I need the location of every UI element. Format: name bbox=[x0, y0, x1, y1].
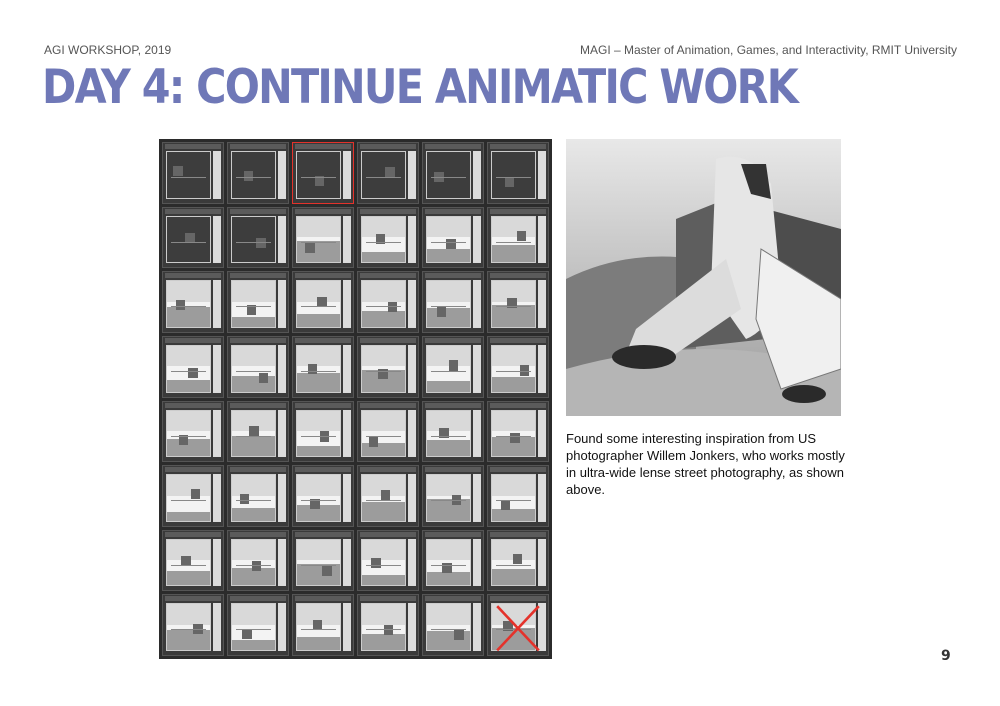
storyboard-thumbnail[interactable] bbox=[162, 207, 224, 269]
thumbnail-caption-bar bbox=[295, 403, 351, 408]
thumbnail-frame bbox=[491, 345, 536, 393]
thumbnail-frame bbox=[231, 410, 276, 458]
thumbnail-frame bbox=[361, 410, 406, 458]
thumbnail-caption-bar bbox=[230, 144, 286, 149]
thumbnail-frame bbox=[426, 216, 471, 264]
thumbnail-frame bbox=[296, 539, 341, 587]
thumbnail-side-strip bbox=[213, 539, 221, 587]
thumbnail-caption-bar bbox=[360, 532, 416, 537]
thumbnail-caption-bar bbox=[230, 467, 286, 472]
storyboard-thumbnail[interactable] bbox=[292, 401, 354, 463]
thumbnail-frame bbox=[166, 345, 211, 393]
thumbnail-caption-bar bbox=[490, 338, 546, 343]
storyboard-thumbnail[interactable] bbox=[357, 465, 419, 527]
thumbnail-frame bbox=[426, 474, 471, 522]
thumbnail-caption-bar bbox=[295, 209, 351, 214]
thumbnail-frame bbox=[296, 474, 341, 522]
thumbnail-frame bbox=[231, 216, 276, 264]
storyboard-thumbnail[interactable] bbox=[422, 530, 484, 592]
thumbnail-frame bbox=[426, 151, 471, 199]
thumbnail-caption-bar bbox=[490, 532, 546, 537]
thumbnail-caption-bar bbox=[165, 532, 221, 537]
storyboard-thumbnail[interactable] bbox=[357, 142, 419, 204]
thumbnail-side-strip bbox=[408, 280, 416, 328]
storyboard-thumbnail[interactable] bbox=[422, 271, 484, 333]
storyboard-thumbnail[interactable] bbox=[422, 465, 484, 527]
thumbnail-side-strip bbox=[343, 280, 351, 328]
storyboard-thumbnail[interactable] bbox=[227, 465, 289, 527]
street-photo bbox=[566, 139, 841, 416]
thumbnail-caption-bar bbox=[490, 403, 546, 408]
thumbnail-side-strip bbox=[473, 474, 481, 522]
storyboard-thumbnail[interactable] bbox=[227, 336, 289, 398]
thumbnail-caption-bar bbox=[490, 144, 546, 149]
thumbnail-side-strip bbox=[473, 280, 481, 328]
storyboard-thumbnail[interactable] bbox=[162, 336, 224, 398]
thumbnail-side-strip bbox=[278, 410, 286, 458]
thumbnail-side-strip bbox=[278, 216, 286, 264]
thumbnail-caption-bar bbox=[230, 338, 286, 343]
storyboard-thumbnail[interactable] bbox=[162, 271, 224, 333]
thumbnail-side-strip bbox=[408, 474, 416, 522]
storyboard-thumbnail[interactable] bbox=[487, 401, 549, 463]
thumbnail-frame bbox=[361, 280, 406, 328]
thumbnail-frame bbox=[491, 216, 536, 264]
storyboard-thumbnail[interactable] bbox=[292, 271, 354, 333]
thumbnail-caption-bar bbox=[165, 338, 221, 343]
thumbnail-side-strip bbox=[343, 603, 351, 651]
storyboard-thumbnail[interactable] bbox=[227, 207, 289, 269]
thumbnail-caption-bar bbox=[360, 209, 416, 214]
storyboard-thumbnail[interactable] bbox=[292, 530, 354, 592]
thumbnail-caption-bar bbox=[165, 467, 221, 472]
storyboard-thumbnail[interactable] bbox=[487, 530, 549, 592]
storyboard-thumbnail[interactable] bbox=[292, 336, 354, 398]
thumbnail-frame bbox=[231, 474, 276, 522]
storyboard-thumbnail[interactable] bbox=[162, 142, 224, 204]
storyboard-thumbnail[interactable] bbox=[422, 207, 484, 269]
storyboard-thumbnail[interactable] bbox=[292, 207, 354, 269]
storyboard-thumbnail[interactable] bbox=[487, 336, 549, 398]
thumbnail-side-strip bbox=[213, 151, 221, 199]
thumbnail-frame bbox=[231, 345, 276, 393]
cross-out-icon bbox=[492, 601, 544, 653]
thumbnail-side-strip bbox=[473, 603, 481, 651]
storyboard-thumbnail[interactable] bbox=[357, 336, 419, 398]
thumbnail-frame bbox=[296, 410, 341, 458]
storyboard-thumbnail[interactable] bbox=[487, 207, 549, 269]
photo-caption: Found some interesting inspiration from US photographer Willem Jonkers, who works mostly in ultra-wide lense street photography, as shown above. bbox=[566, 431, 845, 497]
street-photo-image bbox=[566, 139, 841, 416]
thumbnail-caption-bar bbox=[425, 144, 481, 149]
thumbnail-side-strip bbox=[278, 151, 286, 199]
thumbnail-caption-bar bbox=[165, 596, 221, 601]
thumbnail-caption-bar bbox=[360, 403, 416, 408]
thumbnail-caption-bar bbox=[230, 403, 286, 408]
storyboard-thumbnail[interactable] bbox=[162, 594, 224, 656]
storyboard-thumbnail[interactable] bbox=[487, 142, 549, 204]
header-workshop: AGI WORKSHOP, 2019 bbox=[44, 43, 172, 57]
thumbnail-frame bbox=[361, 539, 406, 587]
thumbnail-frame bbox=[166, 280, 211, 328]
thumbnail-side-strip bbox=[473, 151, 481, 199]
thumbnail-caption-bar bbox=[360, 467, 416, 472]
thumbnail-side-strip bbox=[538, 410, 546, 458]
thumbnail-frame bbox=[166, 603, 211, 651]
thumbnail-caption-bar bbox=[360, 144, 416, 149]
storyboard-thumbnail[interactable] bbox=[422, 336, 484, 398]
thumbnail-frame bbox=[296, 603, 341, 651]
storyboard-thumbnail[interactable] bbox=[357, 401, 419, 463]
thumbnail-frame bbox=[361, 474, 406, 522]
thumbnail-frame bbox=[231, 151, 276, 199]
thumbnail-side-strip bbox=[278, 345, 286, 393]
thumbnail-side-strip bbox=[408, 151, 416, 199]
thumbnail-frame bbox=[361, 603, 406, 651]
thumbnail-caption-bar bbox=[295, 596, 351, 601]
thumbnail-caption-bar bbox=[295, 467, 351, 472]
storyboard-thumbnail[interactable] bbox=[487, 271, 549, 333]
thumbnail-caption-bar bbox=[425, 338, 481, 343]
thumbnail-side-strip bbox=[408, 345, 416, 393]
thumbnail-side-strip bbox=[408, 410, 416, 458]
thumbnail-frame bbox=[231, 539, 276, 587]
thumbnail-frame bbox=[296, 216, 341, 264]
thumbnail-side-strip bbox=[213, 345, 221, 393]
thumbnail-side-strip bbox=[343, 539, 351, 587]
storyboard-thumbnail[interactable] bbox=[162, 401, 224, 463]
thumbnail-frame bbox=[231, 603, 276, 651]
thumbnail-caption-bar bbox=[295, 338, 351, 343]
thumbnail-side-strip bbox=[538, 280, 546, 328]
thumbnail-side-strip bbox=[408, 216, 416, 264]
thumbnail-side-strip bbox=[408, 603, 416, 651]
thumbnail-caption-bar bbox=[230, 273, 286, 278]
thumbnail-side-strip bbox=[343, 410, 351, 458]
thumbnail-caption-bar bbox=[425, 209, 481, 214]
thumbnail-side-strip bbox=[213, 280, 221, 328]
storyboard-thumbnail[interactable] bbox=[422, 401, 484, 463]
storyboard-thumbnail[interactable] bbox=[227, 142, 289, 204]
thumbnail-caption-bar bbox=[425, 467, 481, 472]
thumbnail-frame bbox=[296, 345, 341, 393]
thumbnail-frame bbox=[491, 539, 536, 587]
storyboard-thumbnail[interactable] bbox=[357, 530, 419, 592]
thumbnail-side-strip bbox=[538, 539, 546, 587]
thumbnail-frame bbox=[491, 474, 536, 522]
thumbnail-side-strip bbox=[213, 410, 221, 458]
thumbnail-frame bbox=[166, 151, 211, 199]
thumbnail-frame bbox=[231, 280, 276, 328]
page-title: DAY 4: CONTINUE ANIMATIC WORK bbox=[42, 60, 797, 115]
thumbnail-frame bbox=[361, 345, 406, 393]
thumbnail-frame bbox=[296, 151, 341, 199]
thumbnail-side-strip bbox=[538, 474, 546, 522]
thumbnail-caption-bar bbox=[165, 403, 221, 408]
thumbnail-caption-bar bbox=[295, 144, 351, 149]
thumbnail-frame bbox=[426, 345, 471, 393]
thumbnail-caption-bar bbox=[165, 209, 221, 214]
thumbnail-side-strip bbox=[278, 603, 286, 651]
thumbnail-caption-bar bbox=[165, 144, 221, 149]
thumbnail-caption-bar bbox=[230, 596, 286, 601]
thumbnail-side-strip bbox=[278, 474, 286, 522]
storyboard-thumbnail[interactable] bbox=[357, 594, 419, 656]
thumbnail-side-strip bbox=[473, 410, 481, 458]
storyboard-grid bbox=[159, 139, 552, 659]
thumbnail-caption-bar bbox=[165, 273, 221, 278]
thumbnail-side-strip bbox=[213, 216, 221, 264]
thumbnail-side-strip bbox=[343, 151, 351, 199]
storyboard-thumbnail[interactable] bbox=[227, 271, 289, 333]
thumbnail-caption-bar bbox=[490, 209, 546, 214]
thumbnail-caption-bar bbox=[425, 403, 481, 408]
thumbnail-frame bbox=[361, 151, 406, 199]
storyboard-thumbnail[interactable] bbox=[227, 594, 289, 656]
storyboard-thumbnail[interactable] bbox=[487, 465, 549, 527]
thumbnail-caption-bar bbox=[230, 532, 286, 537]
thumbnail-side-strip bbox=[343, 216, 351, 264]
thumbnail-frame bbox=[296, 280, 341, 328]
thumbnail-side-strip bbox=[343, 345, 351, 393]
thumbnail-caption-bar bbox=[490, 273, 546, 278]
thumbnail-side-strip bbox=[473, 345, 481, 393]
thumbnail-caption-bar bbox=[360, 596, 416, 601]
thumbnail-side-strip bbox=[278, 280, 286, 328]
thumbnail-frame bbox=[491, 410, 536, 458]
storyboard-thumbnail[interactable] bbox=[422, 594, 484, 656]
thumbnail-caption-bar bbox=[425, 596, 481, 601]
storyboard-thumbnail[interactable] bbox=[162, 465, 224, 527]
thumbnail-caption-bar bbox=[425, 273, 481, 278]
storyboard-thumbnail[interactable] bbox=[227, 530, 289, 592]
storyboard-thumbnail[interactable] bbox=[357, 207, 419, 269]
thumbnail-frame bbox=[166, 474, 211, 522]
thumbnail-side-strip bbox=[538, 216, 546, 264]
thumbnail-side-strip bbox=[213, 474, 221, 522]
storyboard-thumbnail[interactable] bbox=[227, 401, 289, 463]
thumbnail-caption-bar bbox=[295, 532, 351, 537]
storyboard-thumbnail[interactable] bbox=[357, 271, 419, 333]
thumbnail-side-strip bbox=[538, 151, 546, 199]
thumbnail-side-strip bbox=[473, 539, 481, 587]
page-number: 9 bbox=[941, 648, 951, 664]
thumbnail-frame bbox=[361, 216, 406, 264]
thumbnail-caption-bar bbox=[490, 467, 546, 472]
thumbnail-caption-bar bbox=[360, 338, 416, 343]
thumbnail-frame bbox=[166, 216, 211, 264]
header-program: MAGI – Master of Animation, Games, and Interactivity, RMIT University bbox=[579, 43, 957, 57]
thumbnail-side-strip bbox=[343, 474, 351, 522]
thumbnail-caption-bar bbox=[295, 273, 351, 278]
thumbnail-frame bbox=[426, 410, 471, 458]
storyboard-thumbnail[interactable] bbox=[292, 142, 354, 204]
thumbnail-frame bbox=[426, 539, 471, 587]
storyboard-thumbnail[interactable] bbox=[162, 530, 224, 592]
thumbnail-frame bbox=[166, 539, 211, 587]
thumbnail-side-strip bbox=[278, 539, 286, 587]
thumbnail-caption-bar bbox=[230, 209, 286, 214]
thumbnail-caption-bar bbox=[425, 532, 481, 537]
storyboard-thumbnail[interactable] bbox=[422, 142, 484, 204]
thumbnail-frame bbox=[491, 280, 536, 328]
storyboard-thumbnail[interactable] bbox=[292, 465, 354, 527]
thumbnail-frame bbox=[491, 151, 536, 199]
thumbnail-side-strip bbox=[473, 216, 481, 264]
thumbnail-side-strip bbox=[408, 539, 416, 587]
thumbnail-side-strip bbox=[213, 603, 221, 651]
storyboard-thumbnail[interactable] bbox=[487, 594, 549, 656]
storyboard-thumbnail[interactable] bbox=[292, 594, 354, 656]
thumbnail-caption-bar bbox=[360, 273, 416, 278]
thumbnail-frame bbox=[166, 410, 211, 458]
thumbnail-frame bbox=[426, 603, 471, 651]
thumbnail-side-strip bbox=[538, 345, 546, 393]
thumbnail-frame bbox=[426, 280, 471, 328]
